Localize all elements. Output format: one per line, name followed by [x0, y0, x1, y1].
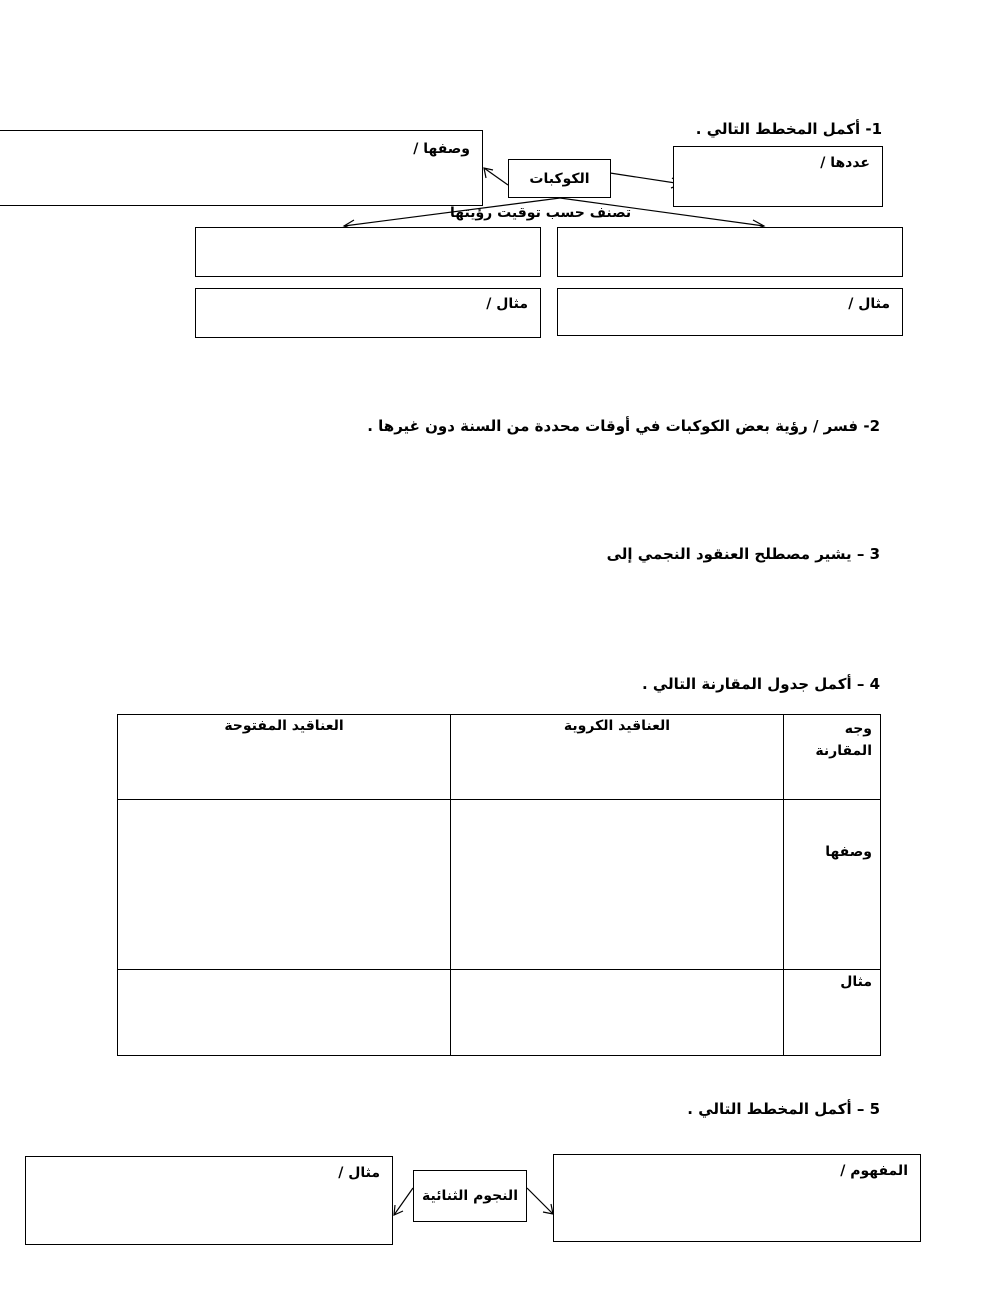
cell-desc-globular[interactable]: [451, 800, 784, 970]
cell-example-globular[interactable]: [451, 970, 784, 1056]
cell-example-open[interactable]: [118, 970, 451, 1056]
class-left-box[interactable]: [195, 227, 541, 277]
binary-stars-center-box: النجوم الثنائية: [413, 1170, 527, 1222]
question-4-title: 4 – أكمل جدول المقارنة التالي .: [641, 675, 880, 693]
desc-label: وصفها /: [413, 141, 470, 157]
example-right-label: مثال /: [848, 296, 890, 312]
arrow-to-count: [610, 173, 682, 184]
table-row: [118, 800, 881, 970]
q5-example-label: مثال /: [338, 1165, 380, 1181]
arrow-to-example: [394, 1188, 413, 1215]
arrow-to-concept: [527, 1188, 553, 1214]
row-desc-label: وصفها: [784, 800, 881, 970]
classify-label: تصنف حسب توقيت رؤيتها: [450, 205, 632, 221]
question-1-title: 1- أكمل المخطط التالي .: [695, 120, 882, 138]
header-aspect: وجه المقارنة: [784, 715, 881, 800]
count-box[interactable]: [673, 146, 883, 207]
q5-concept-label: المفهوم /: [840, 1163, 908, 1179]
example-left-box[interactable]: [195, 288, 541, 338]
class-right-box[interactable]: [557, 227, 903, 277]
example-right-box[interactable]: [557, 288, 903, 336]
row-example-label: مثال: [784, 970, 881, 1056]
question-2-title: 2- فسر / رؤية بعض الكوكبات في أوقات محددة من السنة دون غيرها .: [367, 417, 880, 435]
q5-concept-box[interactable]: [553, 1154, 921, 1242]
arrow-to-desc: [484, 168, 508, 185]
count-label: عددها /: [820, 155, 870, 171]
comparison-table: [117, 714, 881, 1056]
table-header-row: [118, 715, 881, 800]
question-5-title: 5 – أكمل المخطط التالي .: [687, 1100, 880, 1118]
q5-example-box[interactable]: [25, 1156, 393, 1245]
constellations-center-box: الكوكبات: [508, 159, 611, 198]
example-left-label: مثال /: [486, 296, 528, 312]
table-row: [118, 970, 881, 1056]
cell-desc-open[interactable]: [118, 800, 451, 970]
header-open: العناقيد المفتوحة: [118, 715, 451, 800]
header-globular: العناقيد الكروية: [451, 715, 784, 800]
question-3-title: 3 – يشير مصطلح العنقود النجمي إلى: [606, 545, 880, 563]
desc-box[interactable]: [0, 130, 483, 206]
